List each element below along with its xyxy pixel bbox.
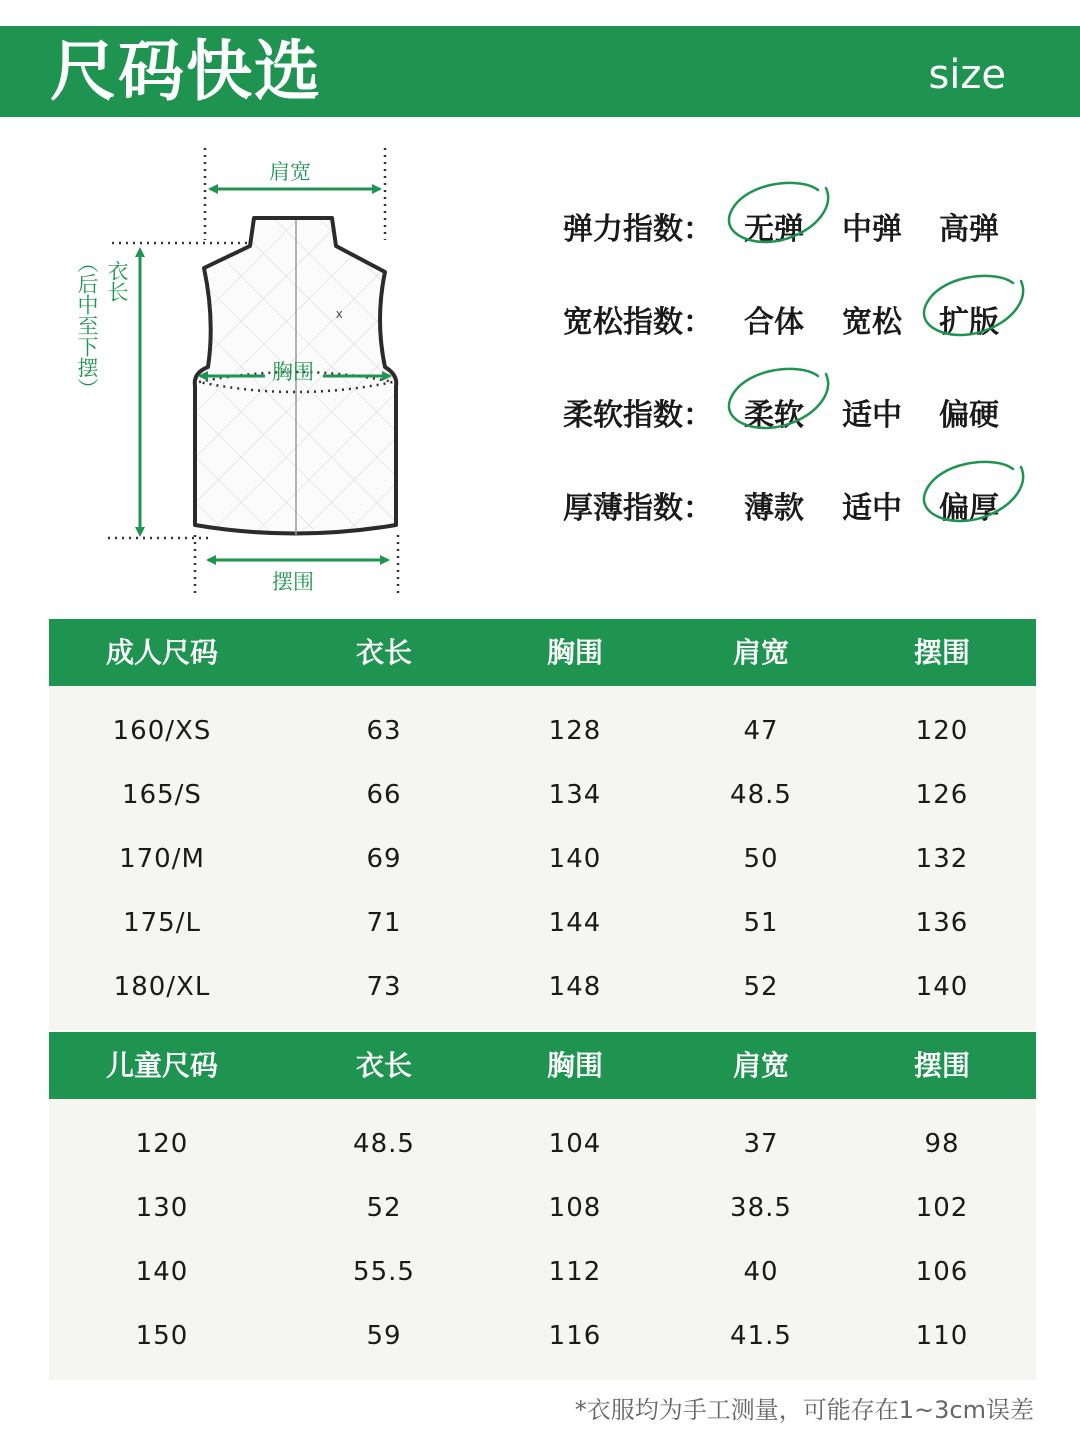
measurement-cell: 144 xyxy=(548,908,602,938)
hem-label: 摆围 xyxy=(272,570,314,594)
measurement-cell: 132 xyxy=(915,844,969,874)
index-option: 合体 xyxy=(744,305,804,340)
measurement-cell: 59 xyxy=(366,1321,402,1351)
fabric-index-panel xyxy=(563,192,1043,564)
index-option: 适中 xyxy=(842,398,902,433)
measurement-cell: 102 xyxy=(915,1193,969,1223)
index-option: 高弹 xyxy=(939,212,999,247)
measurement-cell: 126 xyxy=(915,780,969,810)
measurement-cell: 69 xyxy=(366,844,402,874)
measurement-cell: 48.5 xyxy=(353,1129,415,1159)
column-header: 衣长 xyxy=(355,1049,412,1082)
column-header: 儿童尺码 xyxy=(105,1049,218,1082)
column-header: 胸围 xyxy=(546,636,603,669)
column-header: 成人尺码 xyxy=(105,636,218,669)
table-row xyxy=(49,699,1036,763)
column-header: 摆围 xyxy=(913,1049,970,1082)
index-label: 宽松指数： xyxy=(563,305,713,340)
shoulder-width-label: 肩宽 xyxy=(269,160,311,184)
column-header: 肩宽 xyxy=(732,1049,789,1082)
fit-index-row xyxy=(563,285,1043,378)
size-cell: 130 xyxy=(135,1193,189,1223)
measurement-cell: 55.5 xyxy=(353,1257,415,1287)
measurement-cell: 136 xyxy=(915,908,969,938)
measurement-cell: 140 xyxy=(915,972,969,1002)
table-row xyxy=(49,955,1036,1019)
table-row xyxy=(49,827,1036,891)
index-option: 适中 xyxy=(842,491,902,526)
column-header: 摆围 xyxy=(913,636,970,669)
kids-size-table xyxy=(49,1099,1036,1380)
measurement-cell: 120 xyxy=(915,716,969,746)
header-banner xyxy=(0,26,1080,117)
measurement-cell: 148 xyxy=(548,972,602,1002)
page-title: 尺码快选 xyxy=(50,33,322,110)
measurement-cell: 66 xyxy=(366,780,402,810)
measurement-cell: 108 xyxy=(548,1193,602,1223)
elasticity-index-row xyxy=(563,192,1043,285)
measurement-cell: 71 xyxy=(366,908,402,938)
measurement-cell: 47 xyxy=(743,716,779,746)
table-row xyxy=(49,763,1036,827)
index-label: 厚薄指数： xyxy=(563,491,713,526)
measurement-cell: 140 xyxy=(548,844,602,874)
measurement-cell: 48.5 xyxy=(730,780,792,810)
index-option: 无弹 xyxy=(744,212,804,247)
measurement-cell: 63 xyxy=(366,716,402,746)
measurement-cell: 41.5 xyxy=(730,1321,792,1351)
body-length-label: 衣长 xyxy=(105,260,129,302)
softness-index-row xyxy=(563,378,1043,471)
measurement-cell: 51 xyxy=(743,908,779,938)
size-cell: 160/XS xyxy=(112,716,212,746)
index-option: 偏硬 xyxy=(939,398,999,433)
measurement-cell: 40 xyxy=(743,1257,779,1287)
measurement-cell: 38.5 xyxy=(730,1193,792,1223)
table-row xyxy=(49,891,1036,955)
svg-text:x: x xyxy=(336,306,343,321)
table-row xyxy=(49,1240,1036,1304)
measurement-cell: 50 xyxy=(743,844,779,874)
measurement-cell: 116 xyxy=(548,1321,602,1351)
size-cell: 150 xyxy=(135,1321,189,1351)
body-length-note: （后中至下摆） xyxy=(75,252,99,399)
measurement-footnote: *衣服均为手工测量，可能存在1~3cm误差 xyxy=(574,1396,1034,1424)
size-cell: 180/XL xyxy=(113,972,211,1002)
size-cell: 140 xyxy=(135,1257,189,1287)
measurement-cell: 37 xyxy=(743,1129,779,1159)
thickness-index-row xyxy=(563,471,1043,564)
measurement-cell: 134 xyxy=(548,780,602,810)
measurement-cell: 112 xyxy=(548,1257,602,1287)
size-cell: 175/L xyxy=(123,908,201,938)
index-option: 宽松 xyxy=(842,305,902,340)
measurement-cell: 106 xyxy=(915,1257,969,1287)
column-header: 胸围 xyxy=(546,1049,603,1082)
measurement-cell: 128 xyxy=(548,716,602,746)
measurement-cell: 52 xyxy=(743,972,779,1002)
measurement-cell: 73 xyxy=(366,972,402,1002)
kids-size-table-header xyxy=(49,1032,1036,1099)
table-row xyxy=(49,1176,1036,1240)
vest-measurement-diagram xyxy=(60,140,460,610)
index-label: 柔软指数： xyxy=(563,398,713,433)
vest-illustration xyxy=(60,140,460,610)
index-label: 弹力指数： xyxy=(563,212,713,247)
size-cell: 120 xyxy=(135,1129,189,1159)
index-option: 偏厚 xyxy=(939,491,999,526)
size-cell: 165/S xyxy=(122,780,202,810)
chest-label: 胸围 xyxy=(272,360,314,384)
table-row xyxy=(49,1304,1036,1368)
measurement-cell: 104 xyxy=(548,1129,602,1159)
measurement-cell: 52 xyxy=(366,1193,402,1223)
adult-size-table xyxy=(49,686,1036,1030)
column-header: 衣长 xyxy=(355,636,412,669)
index-option: 中弹 xyxy=(842,212,902,247)
column-header: 肩宽 xyxy=(732,636,789,669)
adult-size-table-header xyxy=(49,619,1036,686)
measurement-cell: 98 xyxy=(924,1129,960,1159)
measurement-cell: 110 xyxy=(915,1321,969,1351)
index-option: 扩版 xyxy=(939,305,999,340)
index-option: 薄款 xyxy=(744,491,804,526)
size-cell: 170/M xyxy=(119,844,205,874)
page-subtitle: size xyxy=(928,52,1006,98)
index-option: 柔软 xyxy=(744,398,804,433)
table-row xyxy=(49,1112,1036,1176)
